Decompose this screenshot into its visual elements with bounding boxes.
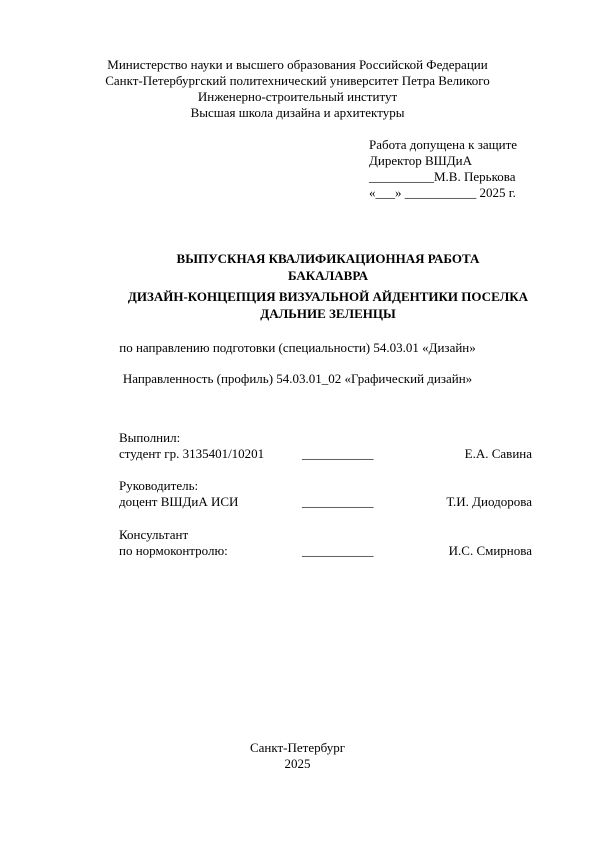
approval-line-signature: __________М.В. Перькова [369, 169, 516, 184]
signature-name: И.С. Смирнова [448, 543, 532, 558]
document-header [0, 57, 595, 121]
approval-line-director: Директор ВШДиА [369, 153, 472, 168]
signature-line: ___________ [302, 543, 374, 558]
ministry-line: Министерство науки и высшего образования Российской Федерации [107, 57, 488, 72]
signature-position: по нормоконтролю: [119, 543, 228, 558]
approval-block [369, 137, 569, 201]
school-line: Высшая школа дизайна и архитектуры [190, 105, 405, 120]
direction-line: по направлению подготовки (специальности) 54.03.01 «Дизайн» [119, 340, 476, 355]
signature-role: Руководитель: [119, 478, 199, 493]
university-line: Санкт-Петербургский политехнический университет Петра Великого [105, 73, 490, 88]
signature-name: Т.И. Диодорова [446, 494, 532, 509]
signature-role: Консультант [119, 527, 189, 542]
work-type-title: ВЫПУСКНАЯ КВАЛИФИКАЦИОННАЯ РАБОТА БАКАЛАВРА [176, 251, 480, 283]
signature-name: Е.А. Савина [464, 446, 532, 461]
approval-line-date: «___» ___________ 2025 г. [369, 185, 516, 200]
footer-city: Санкт-Петербург [249, 740, 346, 755]
thesis-topic-title: ДИЗАЙН-КОНЦЕПЦИЯ ВИЗУАЛЬНОЙ АЙДЕНТИКИ ПОСЕЛКА ДАЛЬНИЕ ЗЕЛЕНЦЫ [127, 289, 529, 321]
signature-line: ___________ [302, 494, 374, 509]
signature-role: Выполнил: [119, 430, 181, 445]
signature-line: ___________ [302, 446, 374, 461]
footer-year: 2025 [284, 756, 311, 771]
institute-line: Инженерно-строительный институт [197, 89, 398, 104]
profile-line: Направленность (профиль) 54.03.01_02 «Графический дизайн» [122, 371, 473, 386]
approval-line-admitted: Работа допущена к защите [369, 137, 518, 152]
signature-position: студент гр. 3135401/10201 [119, 446, 265, 461]
signature-position: доцент ВШДиА ИСИ [119, 494, 239, 509]
